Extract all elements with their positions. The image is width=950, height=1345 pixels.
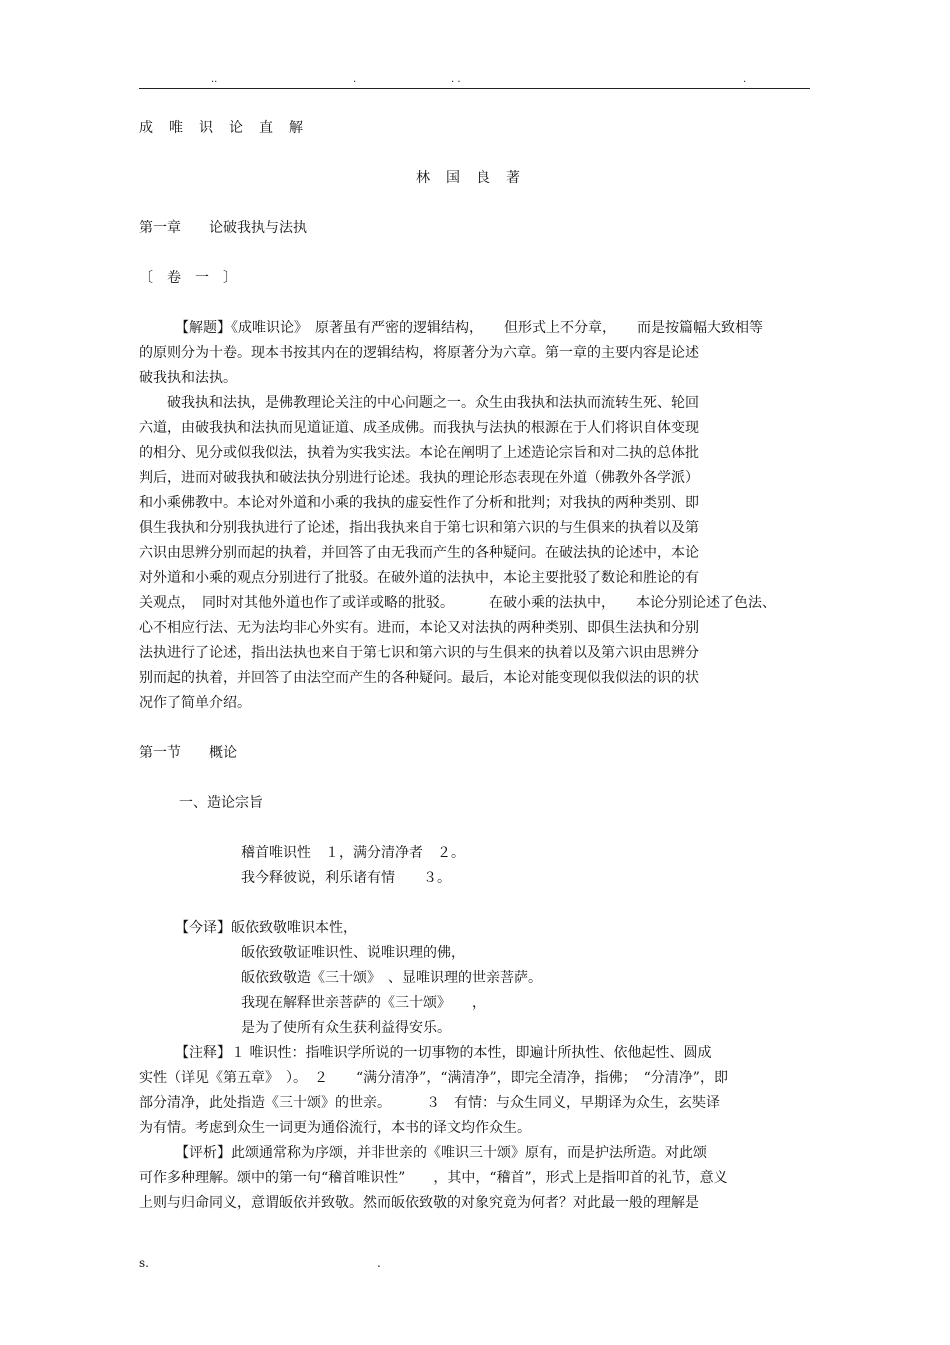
- header-mark: .: [353, 74, 357, 85]
- translation-line: 【今译】皈依致敬唯识本性，: [175, 920, 357, 936]
- footer-right: .: [377, 1256, 381, 1270]
- intro-line: 【解题】《成唯识论》 原著虽有严密的逻辑结构， 但形式上不分章， 而是按篇幅大致相等: [175, 320, 763, 336]
- intro-line: 和小乘佛教中。本论对外道和小乘的我执的虚妄性作了分析和批判；对我执的两种类别、即: [139, 495, 699, 511]
- verse-line: 我今释彼说，利乐诸有情 ３。: [241, 870, 451, 886]
- intro-line: 心不相应行法、无为法均非心外实有。进而，本论又对法执的两种类别、即俱生法执和分别: [139, 620, 699, 636]
- translation-line: 是为了使所有众生获利益得安乐。: [241, 1020, 451, 1036]
- intro-line: 况作了简单介绍。: [139, 695, 251, 711]
- intro-line: 判后，进而对破我执和破法执分别进行论述。我执的理论形态表现在外道（佛教外各学派）: [139, 470, 699, 486]
- intro-line: 六识由思辨分别而起的执着，并回答了由无我而产生的各种疑问。在破法执的论述中，本论: [139, 545, 699, 561]
- header-mark: .: [743, 74, 747, 85]
- commentary-line: 上则与归命同义，意谓皈依并致敬。然而皈依致敬的对象究竟为何者？对此最一般的理解是: [139, 1195, 699, 1211]
- page-header: [139, 76, 810, 89]
- intro-line: 破我执和法执，是佛教理论关注的中心问题之一。众生由我执和法执而流转生死、轮回: [139, 395, 699, 411]
- footer-left: s.: [139, 1256, 149, 1270]
- subsection-heading: 一、造论宗旨: [179, 795, 263, 811]
- chapter-heading: 第一章 论破我执与法执: [139, 220, 307, 236]
- volume-label: 〔 卷 一 〕: [139, 270, 237, 286]
- intro-line: 对外道和小乘的观点分别进行了批驳。在破外道的法执中，本论主要批驳了数论和胜论的有: [139, 570, 699, 586]
- header-mark: . .: [451, 74, 461, 85]
- intro-line: 破我执和法执。: [139, 370, 237, 386]
- intro-line: 别而起的执着，并回答了由法空而产生的各种疑问。最后，本论对能变现似我似法的识的状: [139, 670, 699, 686]
- header-mark: ..: [211, 74, 218, 85]
- book-title: 成唯识论直解: [139, 120, 319, 136]
- notes-line: 部分清净，此处指造《三十颂》的世亲。 ３ 有情：与众生同义，早期译为众生，玄奘译: [139, 1095, 720, 1111]
- notes-line: 实性（详见《第五章》 ）。 ２ “满分清净”，“满清净”，即完全清净，指佛； “分清净”，即: [139, 1070, 728, 1086]
- translation-line: 皈依致敬证唯识性、说唯识理的佛，: [241, 945, 465, 961]
- commentary-line: 【评析】此颂通常称为序颂，并非世亲的《唯识三十颂》原有，而是护法所造。对此颂: [175, 1145, 707, 1161]
- intro-line: 关观点， 同时对其他外道也作了或详或略的批驳。 在破小乘的法执中， 本论分别论述了色法、: [139, 595, 776, 611]
- intro-line: 法执进行了论述，指出法执也来自于第七识和第六识的与生俱来的执着以及第六识由思辨分: [139, 645, 699, 661]
- commentary-line: 可作多种理解。颂中的第一句“稽首唯识性” ，其中，“稽首”，形式上是指叩首的礼节，意义: [139, 1170, 728, 1186]
- translation-line: 我现在解释世亲菩萨的《三十颂》 ，: [241, 995, 486, 1011]
- verse-line: 稽首唯识性 １，满分清净者 ２。: [241, 845, 465, 861]
- notes-line: 为有情。考虑到众生一词更为通俗流行，本书的译文均作众生。: [139, 1120, 531, 1136]
- section-heading: 第一节 概论: [139, 745, 237, 761]
- notes-line: 【注释】１ 唯识性：指唯识学所说的一切事物的本性，即遍计所执性、依他起性、圆成: [175, 1045, 712, 1061]
- intro-line: 的原则分为十卷。现本书按其内在的逻辑结构，将原著分为六章。第一章的主要内容是论述: [139, 345, 699, 361]
- translation-line: 皈依致敬造《三十颂》 、显唯识理的世亲菩萨。: [241, 970, 542, 986]
- book-author: 林国良著: [416, 170, 536, 186]
- intro-line: 的相分、见分或似我似法，执着为实我实法。本论在阐明了上述造论宗旨和对二执的总体批: [139, 445, 699, 461]
- intro-line: 六道，由破我执和法执而见道证道、成圣成佛。而我执与法执的根源在于人们将识自体变现: [139, 420, 699, 436]
- intro-line: 俱生我执和分别我执进行了论述，指出我执来自于第七识和第六识的与生俱来的执着以及第: [139, 520, 699, 536]
